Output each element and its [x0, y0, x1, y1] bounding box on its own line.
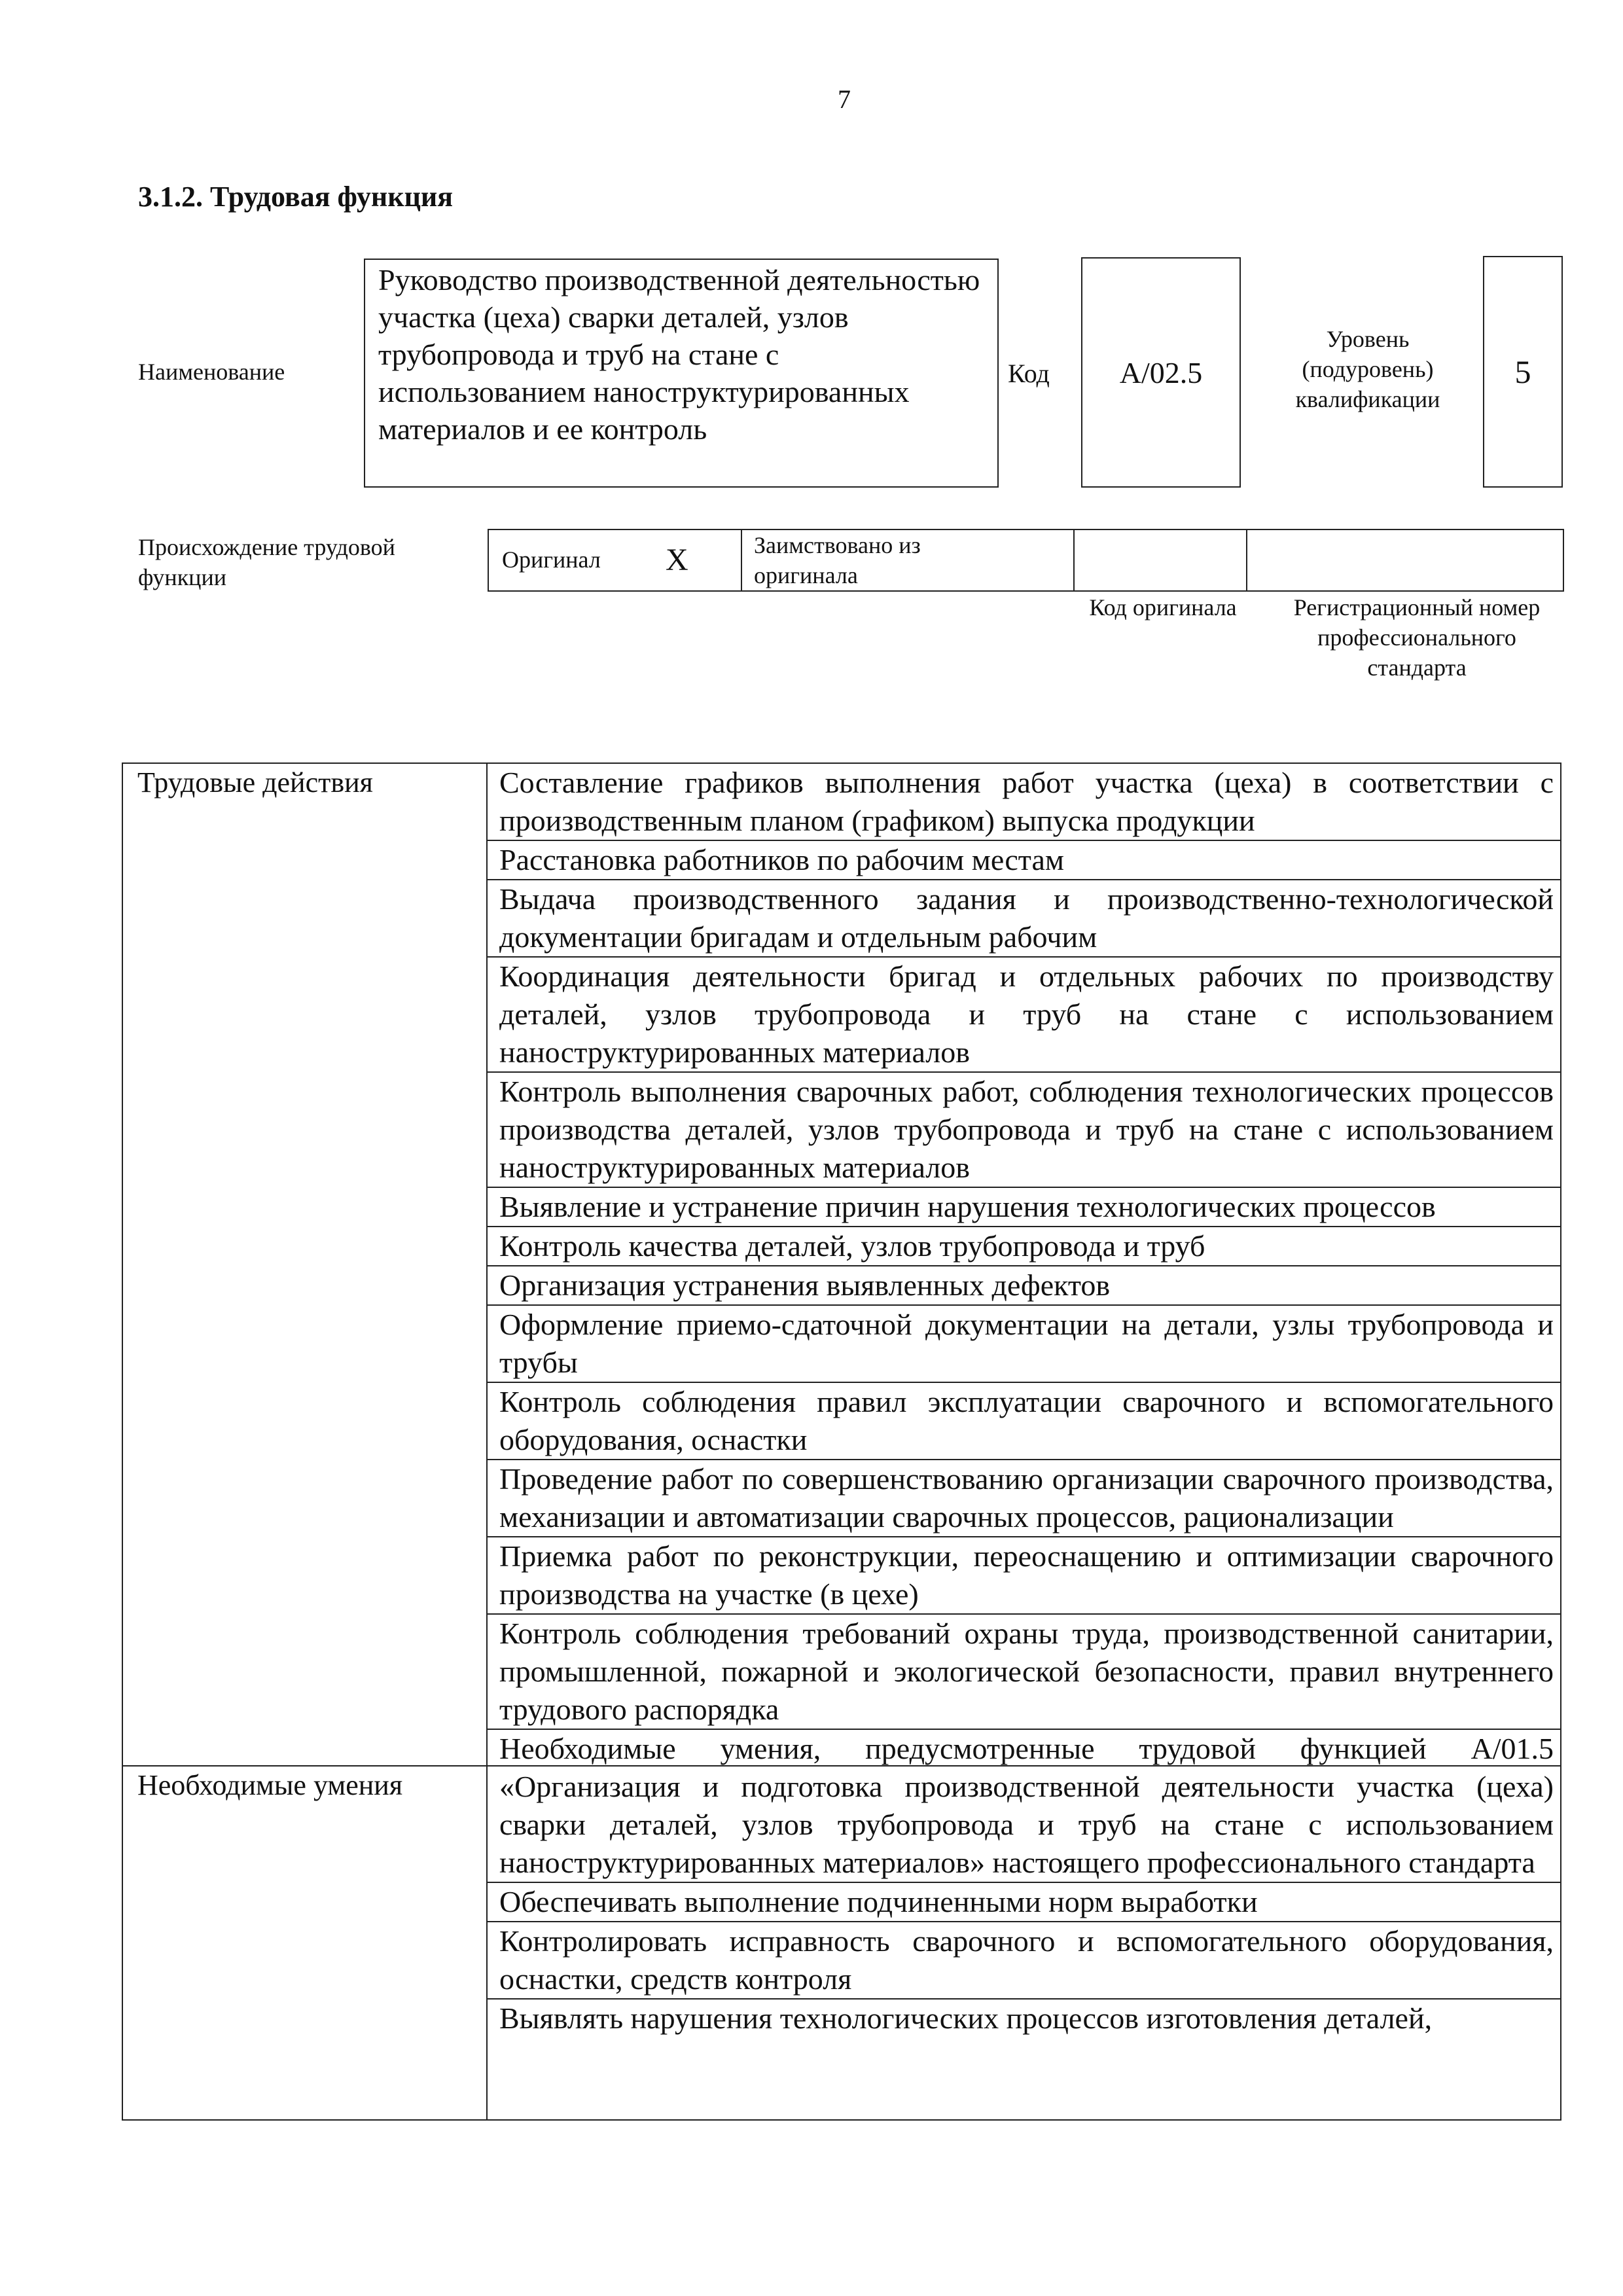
qualification-level-field [1483, 256, 1563, 488]
required-skill-item: Необходимые умения, предусмотренные трудовой функцией А/01.5 «Организация и подготовка производственной деятельности участка (цеха) сварки деталей, узлов трубопровода и труб на стане с использованием наноструктурированных материалов» настоящего профессионального стандарта [488, 1729, 1561, 1882]
code-field [1081, 257, 1241, 488]
labor-action-item: Выдача производственного задания и производственно-технологической документации бригадам и отдельным рабочим [488, 879, 1561, 956]
labor-action-item: Организация устранения выявленных дефектов [488, 1265, 1561, 1304]
original-code-caption: Код оригинала [1089, 594, 1237, 620]
origin-original-mark: X [666, 543, 688, 577]
origin-divider [741, 530, 742, 590]
origin-original-label: Оригинал [502, 547, 601, 573]
labor-action-item: Проведение работ по совершенствованию организации сварочного производства, механизации и автоматизации сварочных процессов, рационализации [488, 1459, 1561, 1536]
function-details-table [122, 762, 1561, 2121]
origin-table [488, 529, 1564, 592]
section-title: 3.1.2. Трудовая функция [138, 181, 454, 213]
details-column [488, 764, 1561, 2037]
required-skill-item: Выявлять нарушения технологических процессов изготовления деталей, [488, 1998, 1561, 2037]
required-skill-item: Обеспечивать выполнение подчиненными норм выработки [488, 1882, 1561, 1921]
labor-action-item: Выявление и устранение причин нарушения технологических процессов [488, 1187, 1561, 1226]
code-label: Код [1008, 359, 1050, 388]
qualification-level-label: Уровень (подуровень) квалификации [1295, 326, 1440, 412]
origin-borrowed-label: Заимствовано из оригинала [754, 532, 921, 588]
required-skill-item: Контролировать исправность сварочного и вспомогательного оборудования, оснастки, средств контроля [488, 1921, 1561, 1998]
qualification-level-value: 5 [1514, 353, 1531, 390]
labor-action-item: Контроль соблюдения правил эксплуатации сварочного и вспомогательного оборудования, оснастки [488, 1382, 1561, 1459]
registration-number-caption: Регистрационный номер профессионального стандарта [1293, 594, 1541, 681]
labor-action-item: Координация деятельности бригад и отдельных рабочих по производству деталей, узлов трубопровода и труб на стане с использованием наноструктурированных материалов [488, 956, 1561, 1071]
labor-action-item: Приемка работ по реконструкции, переоснащению и оптимизации сварочного производства на участке (в цехе) [488, 1536, 1561, 1613]
labor-action-item: Составление графиков выполнения работ участка (цеха) в соответствии с производственным планом (графиком) выпуска продукции [499, 766, 1554, 837]
function-name-field: Руководство производственной деятельностью участка (цеха) сварки деталей, узлов трубопровода и труб на стане с использованием наноструктурированных материалов и ее контроль [364, 259, 999, 488]
name-label: Наименование [138, 359, 285, 385]
labor-action-item: Контроль соблюдения требований охраны труда, производственной санитарии, промышленной, пожарной и экологической безопасности, правил внутреннего трудового распорядка [488, 1613, 1561, 1729]
required-skills-label: Необходимые умения [137, 1769, 403, 1801]
origin-divider [1246, 530, 1247, 590]
labor-action-item: Оформление приемо-сдаточной документации на детали, узлы трубопровода и трубы [488, 1304, 1561, 1382]
labor-action-item: Контроль качества деталей, узлов трубопровода и труб [488, 1226, 1561, 1265]
labor-action-item: Контроль выполнения сварочных работ, соблюдения технологических процессов производства деталей, узлов трубопровода и труб на стане с использованием наноструктурированных материалов [488, 1071, 1561, 1187]
origin-divider [1073, 530, 1075, 590]
origin-label: Происхождение трудовой функции [138, 534, 395, 590]
labor-actions-label: Трудовые действия [137, 766, 373, 798]
page-number: 7 [838, 84, 851, 114]
code-value: A/02.5 [1119, 355, 1203, 389]
labor-action-item: Расстановка работников по рабочим местам [488, 840, 1561, 879]
